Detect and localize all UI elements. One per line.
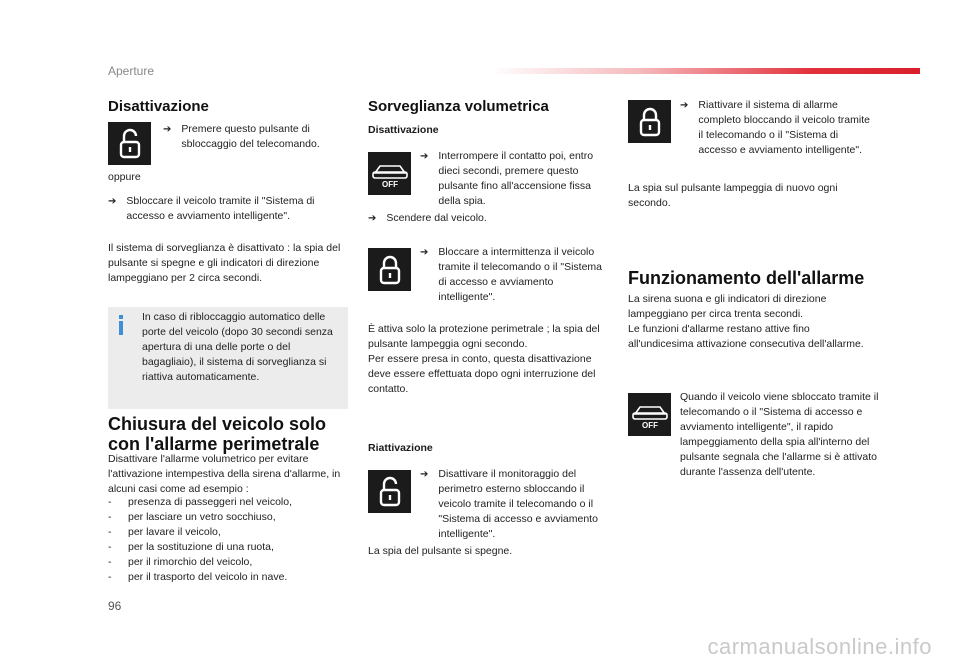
paragraph-sirena: La sirena suona e gli indicatori di direzione lampeggiano per circa trenta secondi.	[628, 293, 827, 320]
bullet-marker: ➔	[680, 100, 689, 111]
paragraph-spia-lampeggia: La spia sul pulsante lampeggia di nuovo ogni secondo.	[628, 182, 838, 209]
bullet-sbloccare	[108, 194, 348, 224]
list-item: - per lavare il veicolo,	[108, 526, 221, 538]
bullet-scendere	[368, 211, 608, 226]
unlock-padlock-icon	[108, 122, 151, 165]
section-title: Aperture	[108, 64, 155, 78]
heading-line-2: con l'allarme perimetrale	[108, 434, 320, 454]
bullet-riattivare	[680, 98, 870, 158]
paragraph-funzioni: Le funzioni d'allarme restano attive fino all'undicesima attivazione consecutiva dell'allarme.	[628, 323, 864, 350]
paragraph-quando: Quando il veicolo viene sbloccato tramite il telecomando o il "Sistema di accesso e avviamento intelligente", il rapido lampeggiamento della spia all'interno del pulsante segnala che l'allarme si è attivato durante l'assenza dell'utente.	[680, 391, 879, 478]
bullet-bloccare	[420, 245, 610, 305]
bullet-marker: ➔	[420, 151, 429, 162]
car-alarm-off-icon	[368, 152, 411, 195]
page-number: 96	[108, 599, 122, 613]
locked-padlock-icon	[368, 248, 411, 291]
heading-sorveglianza: Sorveglianza volumetrica	[368, 98, 549, 115]
oppure-text: oppure	[108, 171, 141, 183]
bullet-text: Interrompere il contatto poi, entro dieci secondi, premere questo pulsante fino all'accensione fissa della spia.	[438, 150, 594, 207]
bullet-marker: ➔	[163, 124, 172, 135]
paragraph-disattivato: Il sistema di sorveglianza è disattivato : la spia del pulsante si spegne e gli indicatori di direzione lampeggiano per 2 circa secondi.	[108, 242, 341, 284]
list-item: - per il rimorchio del veicolo,	[108, 556, 253, 568]
heading-chiusura	[108, 414, 358, 454]
paragraph-presa-in-conto: Per essere presa in conto, questa disattivazione deve essere effettuata dopo ogni interruzione del contatto.	[368, 353, 596, 395]
svg-text:OFF: OFF	[381, 179, 398, 188]
paragraph-spia-spegne: La spia del pulsante si spegne.	[368, 545, 513, 557]
bullet-marker: ➔	[368, 213, 377, 224]
bullet-premere	[163, 122, 343, 152]
heading-funzionamento: Funzionamento dell'allarme	[628, 268, 865, 288]
info-icon	[116, 315, 126, 335]
paragraph-intro: Disattivare l'allarme volumetrico per evitare l'attivazione intempestiva della sirena d'allarme, in alcuni casi come ad esempio :	[108, 453, 341, 495]
header-accent-bar	[490, 68, 920, 74]
paragraph-attiva: È attiva solo la protezione perimetrale ; la spia del pulsante lampeggia ogni secondo.	[368, 323, 600, 350]
bullet-text: Sbloccare il veicolo tramite il "Sistema di accesso e avviamento intelligente".	[126, 195, 315, 222]
subheading-disattivazione: Disattivazione	[368, 124, 439, 136]
bullet-interrompere	[420, 149, 610, 209]
subheading-riattivazione: Riattivazione	[368, 442, 433, 454]
list-item: - per lasciare un vetro socchiuso,	[108, 511, 276, 523]
bullet-marker: ➔	[108, 196, 117, 207]
heading-disattivazione: Disattivazione	[108, 98, 209, 115]
list-item: - per la sostituzione di una ruota,	[108, 541, 274, 553]
reasons-list	[108, 495, 353, 585]
svg-text:OFF: OFF	[641, 420, 658, 429]
bullet-text: Premere questo pulsante di sbloccaggio del telecomando.	[181, 123, 320, 150]
bullet-marker: ➔	[420, 247, 429, 258]
locked-padlock-icon	[628, 100, 671, 143]
list-item: - presenza di passeggeri nel veicolo,	[108, 496, 293, 508]
bullet-text: Bloccare a intermittenza il veicolo tramite il telecomando o il "Sistema di accesso e avviamento intelligente".	[438, 246, 603, 303]
list-item: - per il trasporto del veicolo in nave.	[108, 571, 288, 583]
bullet-text: Riattivare il sistema di allarme completo bloccando il veicolo tramite il telecomando o il "Sistema di accesso e avviamento intelligente".	[698, 99, 870, 156]
unlock-padlock-icon	[368, 470, 411, 513]
info-text: In caso di ribloccaggio automatico delle porte del veicolo (dopo 30 secondi senza apertura di una delle porte o del bagagliaio), il sistema di sorveglianza si riattiva automaticamente.	[142, 311, 333, 383]
bullet-text: Scendere dal veicolo.	[386, 212, 487, 224]
car-alarm-off-icon	[628, 393, 671, 436]
bullet-text: Disattivare il monitoraggio del perimetro esterno sbloccando il veicolo tramite il telecomando o il "Sistema di accesso e avviamento intelligente".	[438, 468, 598, 540]
bullet-disattivare-monitoraggio	[420, 467, 610, 542]
heading-line-1: Chiusura del veicolo solo	[108, 414, 327, 434]
bullet-marker: ➔	[420, 469, 429, 480]
watermark: carmanualsonline.info	[707, 634, 932, 659]
